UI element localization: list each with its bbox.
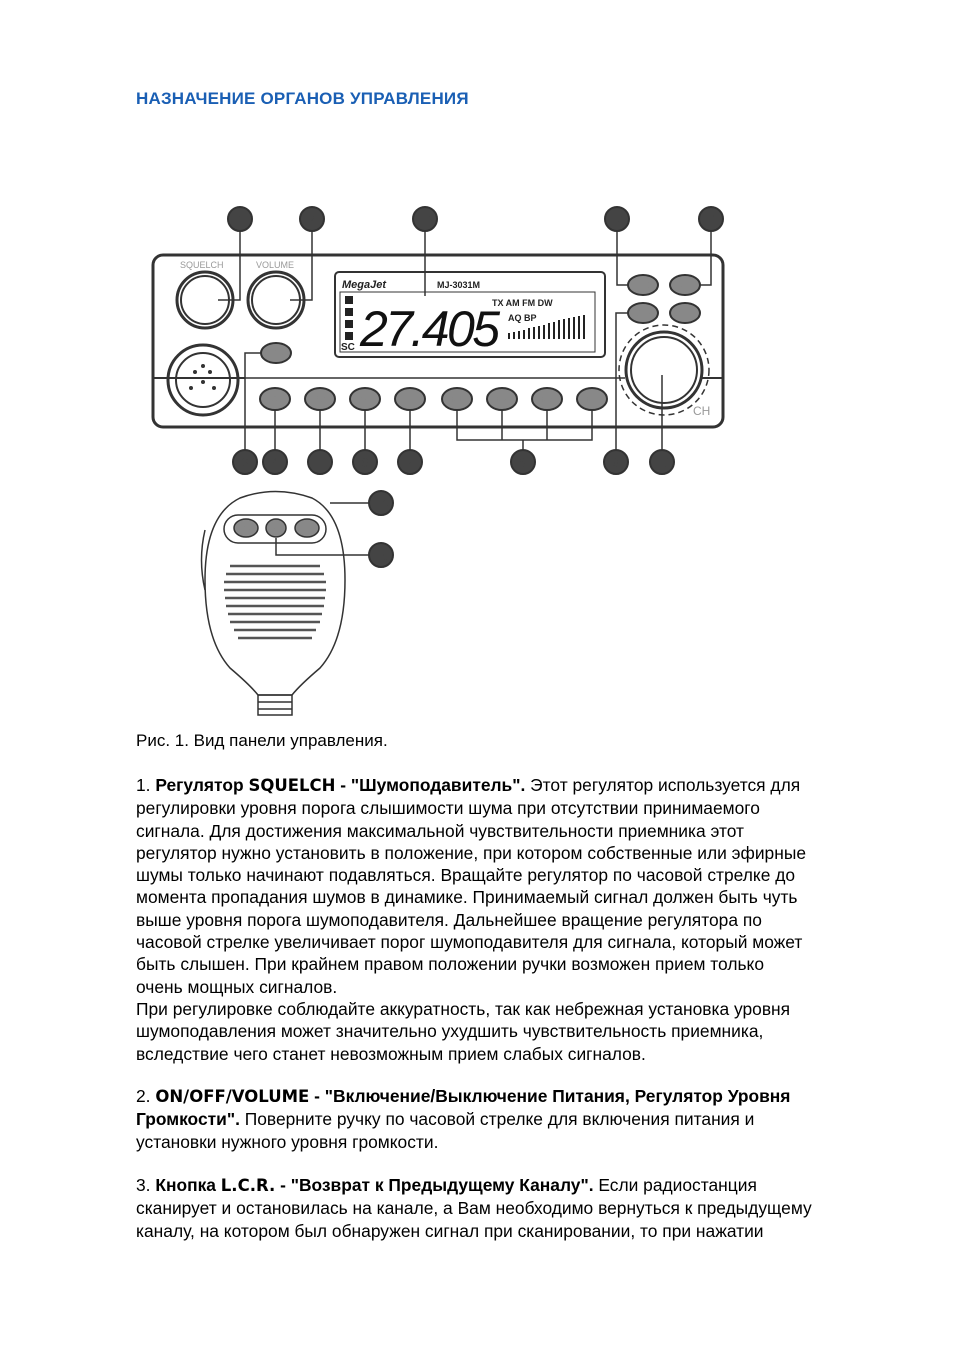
callout-15 xyxy=(369,543,393,567)
svg-text:FRQ: FRQ xyxy=(634,281,652,290)
volume-label: VOLUME xyxy=(256,260,295,270)
svg-text:CH9: CH9 xyxy=(634,309,652,318)
svg-text:M1: M1 xyxy=(451,395,463,404)
svg-text:M2: M2 xyxy=(496,395,508,404)
svg-text:CH19: CH19 xyxy=(674,309,696,318)
svg-text:3: 3 xyxy=(241,455,249,470)
callout-2 xyxy=(300,207,324,231)
callout-1 xyxy=(228,207,252,231)
svg-text:AQ BP: AQ BP xyxy=(508,313,537,323)
paragraph-volume: 2. ON/OFF/VOLUME - "Включение/Выключение Питания, Регулятор Уровня Громкости". Поверните ручку по часовой стрелке для включения питания и установки нужного уровня громкости. xyxy=(136,1086,791,1152)
figure-caption: Рис. 1. Вид панели управления. xyxy=(136,731,388,750)
callout-7 xyxy=(398,450,422,474)
callout-4 xyxy=(263,450,287,474)
channel-knob xyxy=(626,332,702,408)
svg-text:13: 13 xyxy=(417,212,433,227)
svg-text:LCR: LCR xyxy=(267,349,285,358)
callout-6 xyxy=(353,450,377,474)
callout-12 xyxy=(605,207,629,231)
svg-text:10: 10 xyxy=(654,455,670,470)
svg-text:DW: DW xyxy=(403,395,417,404)
callout-13 xyxy=(413,207,437,231)
section-heading: НАЗНАЧЕНИЕ ОРГАНОВ УПРАВЛЕНИЯ xyxy=(136,89,469,108)
svg-text:7: 7 xyxy=(406,455,414,470)
svg-text:ON: ON xyxy=(240,526,252,533)
svg-text:9: 9 xyxy=(612,455,620,470)
svg-text:A/F: A/F xyxy=(358,395,372,404)
svg-text:SC: SC xyxy=(314,395,326,404)
svg-text:AQ: AQ xyxy=(270,526,282,533)
callout-10 xyxy=(650,450,674,474)
svg-text:MegaJet: MegaJet xyxy=(342,279,387,291)
callout-11 xyxy=(699,207,723,231)
callout-8 xyxy=(511,450,535,474)
svg-text:CH: CH xyxy=(693,404,711,418)
frequency-readout: 27.405 xyxy=(360,301,500,357)
svg-text:12: 12 xyxy=(609,212,625,227)
svg-text:6: 6 xyxy=(361,455,369,470)
svg-text:SC: SC xyxy=(341,342,355,353)
svg-text:BP: BP xyxy=(302,526,312,533)
paragraph-squelch: 1. Регулятор SQUELCH - "Шумоподавитель". Этот регулятор используется для регулировки уровня порога слышимости шума при отсутствии принимаемого сигнала. Для достижения максимальной чувствительности приемника этот регулятор нужно установить в положение, при котором собственные или эфирные шумы только начинают подавляться. Вращайте регулятор по часовой стрелке до момента пропадания шумов в динамике. Принимаемый сигнал должен быть чуть выше уровня порога шумоподавителя. Дальнейшее вращение регулятора по часовой стрелке увеличивает порог шумоподавителя для сигнала, который может быть слышен. При крайнем правом положении ручки возможен прием только очень мощных сигналов. При регулировке соблюдайте аккуратность, так как небрежная установка уровня шумоподавления может значительно ухудшить чувствительность приемника, вследствие чего станет невозможным прием слабых сигналов. xyxy=(136,775,806,1064)
callout-3 xyxy=(233,450,257,474)
callout-5 xyxy=(308,450,332,474)
callout-9 xyxy=(604,450,628,474)
svg-text:5: 5 xyxy=(316,455,324,470)
svg-text:14: 14 xyxy=(373,496,389,511)
paragraph-lcr: 3. Кнопка L.C.R. - "Возврат к Предыдущему Каналу". Если радиостанция сканирует и остановилась на канале, а Вам необходимо вернуться к предыдущему каналу, на котором был обнаружен сигнал при сканировании, то при нажатии xyxy=(136,1175,812,1241)
svg-text:15: 15 xyxy=(373,548,389,563)
callout-14 xyxy=(369,491,393,515)
svg-text:TX AM FM DW: TX AM FM DW xyxy=(492,298,553,308)
svg-text:M4: M4 xyxy=(586,395,598,404)
squelch-label: SQUELCH xyxy=(180,260,224,270)
svg-text:4: 4 xyxy=(271,455,279,470)
svg-text:11: 11 xyxy=(704,212,718,227)
svg-text:2: 2 xyxy=(308,212,316,227)
svg-text:ASQ: ASQ xyxy=(266,395,284,404)
svg-text:M3: M3 xyxy=(541,395,553,404)
control-panel-figure xyxy=(0,190,954,730)
svg-text:8: 8 xyxy=(519,455,527,470)
microphone xyxy=(202,492,346,716)
svg-text:BEP: BEP xyxy=(676,281,694,290)
svg-text:1: 1 xyxy=(236,212,244,227)
svg-text:MJ-3031M: MJ-3031M xyxy=(437,280,481,290)
